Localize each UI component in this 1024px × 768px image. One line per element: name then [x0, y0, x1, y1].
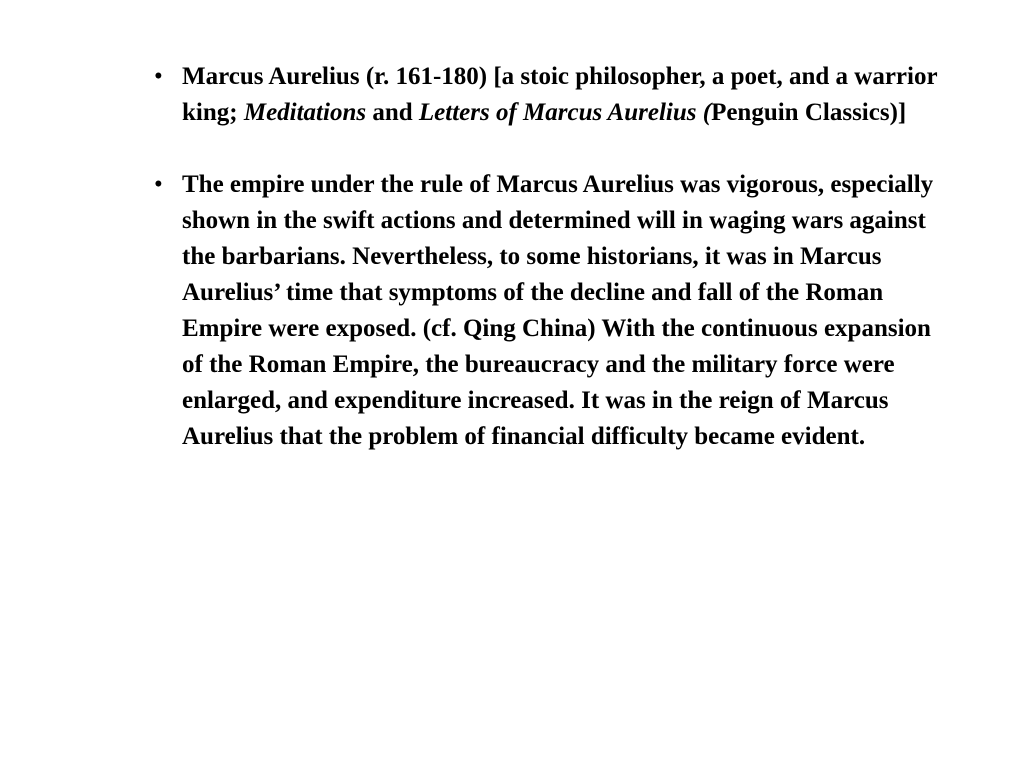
bullet-list [152, 59, 942, 455]
bullet-text-segment: Marcus Aurelius (r. 161-180) [a stoic philosopher, a poet, and a warrior king; [182, 63, 938, 126]
bullet-item-marcus-aurelius [152, 59, 942, 131]
bullet-text-segment: and [366, 99, 419, 126]
bullet-paragraph: The empire under the rule of Marcus Aurelius was vigorous, especially shown in the swift actions and determined will in waging wars against the barbarians. Nevertheless, to some historians, it was in Marcus Aurelius’ time that symptoms of the decline and fall of the Roman Empire were exposed. (cf. Qing China) With the continuous expansion of the Roman Empire, the bureaucracy and the military force were enlarged, and expenditure increased. It was in the reign of Marcus Aurelius that the problem of financial difficulty became evident. [182, 171, 934, 450]
book-title-letters: Letters of Marcus Aurelius ( [418, 99, 712, 126]
bullet-text-segment: Penguin Classics)] [711, 99, 907, 126]
bullet-text [182, 59, 942, 131]
bullet-paragraph [182, 59, 942, 131]
bullet-icon: • [154, 63, 163, 90]
book-title-meditations: Meditations [243, 99, 367, 126]
bullet-text [182, 167, 942, 455]
bullet-item-empire-decline [152, 167, 942, 455]
bullet-icon: • [154, 171, 163, 198]
